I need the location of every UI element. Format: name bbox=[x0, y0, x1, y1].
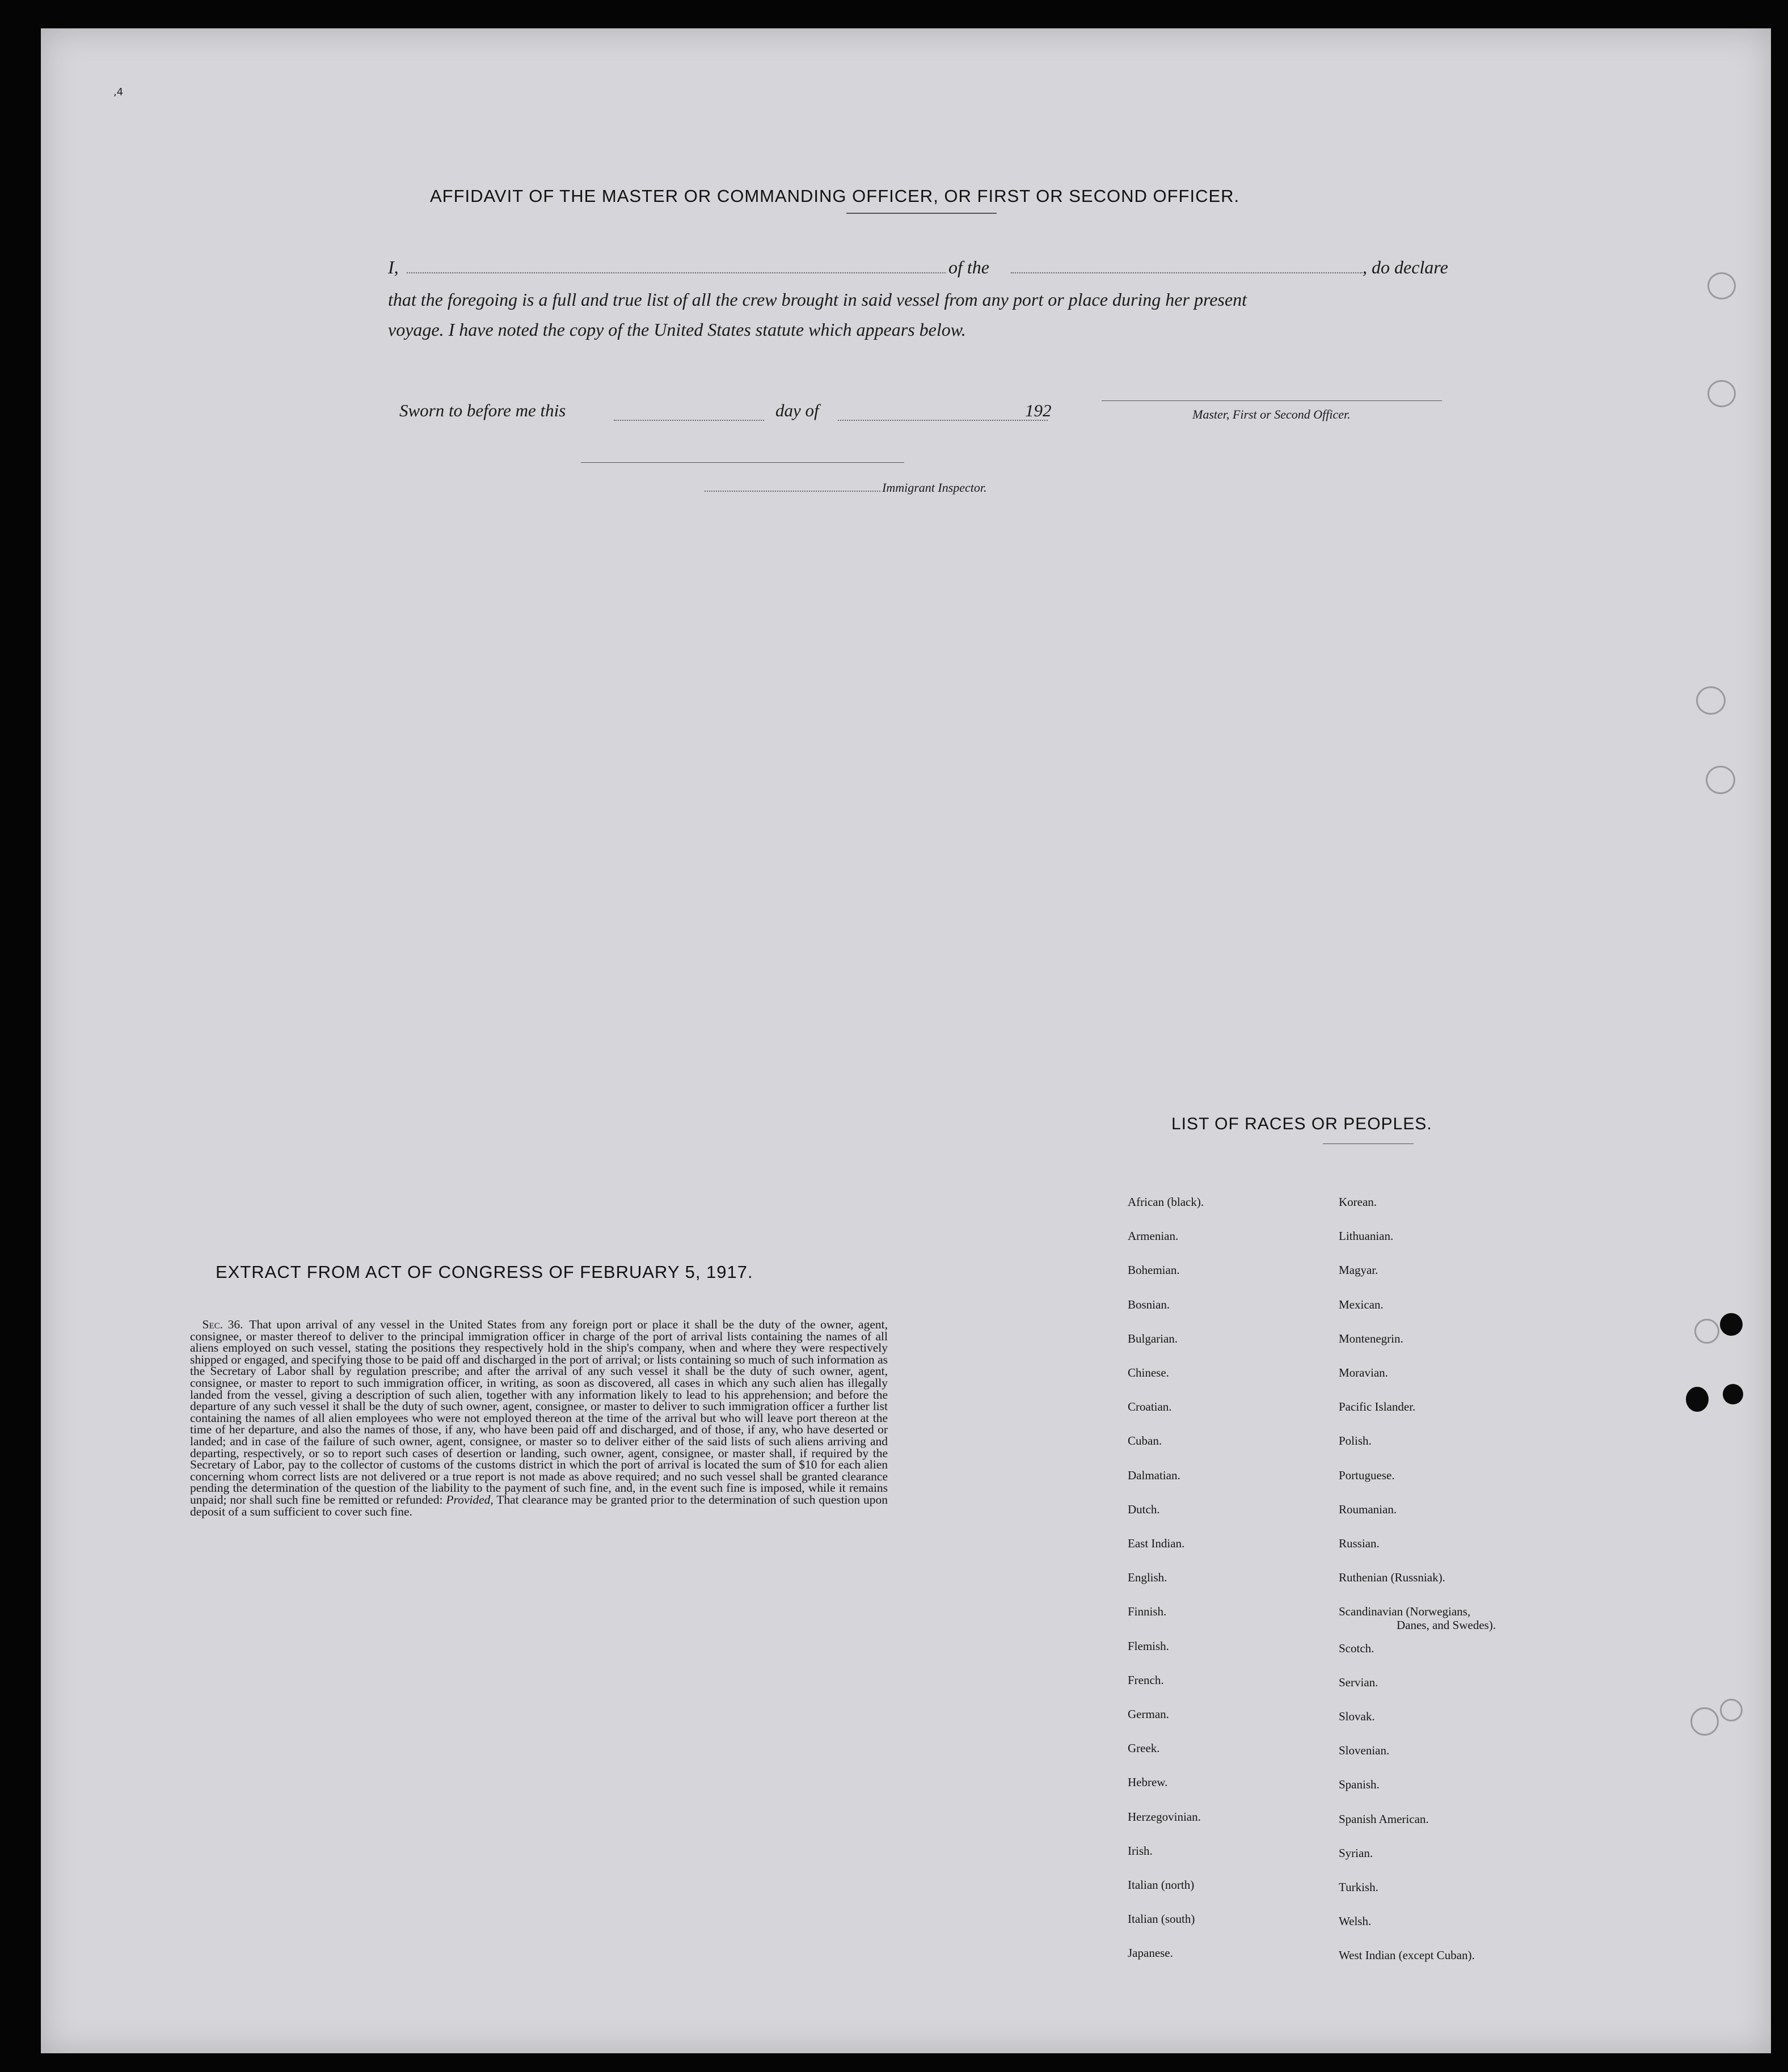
races-title-rule bbox=[1323, 1143, 1414, 1144]
punch-hole bbox=[1694, 1319, 1719, 1344]
race-item: Croatian. bbox=[1128, 1400, 1172, 1414]
affidavit-title-rule bbox=[846, 213, 997, 214]
race-item: Slovenian. bbox=[1339, 1744, 1390, 1758]
race-item: Montenegrin. bbox=[1339, 1331, 1403, 1345]
race-item: Japanese. bbox=[1128, 1946, 1173, 1960]
race-item: Hebrew. bbox=[1128, 1775, 1168, 1790]
race-item: Danes, and Swedes). bbox=[1397, 1618, 1496, 1632]
race-item: East Indian. bbox=[1128, 1537, 1185, 1550]
race-item: Ruthenian (Russniak). bbox=[1339, 1571, 1445, 1585]
affidavit-declare-label: , do declare bbox=[1363, 257, 1448, 277]
affidavit-statement-line: that the foregoing is a full and true list of all the crew brought in said vessel from any port or place during her present bbox=[388, 289, 1247, 310]
punch-hole bbox=[1696, 686, 1726, 715]
race-item: Servian. bbox=[1339, 1675, 1378, 1689]
race-item: Korean. bbox=[1339, 1195, 1377, 1209]
punch-hole bbox=[1686, 1387, 1709, 1412]
race-item: Syrian. bbox=[1339, 1846, 1373, 1860]
race-item: Herzegovinian. bbox=[1128, 1809, 1201, 1824]
declarant-name-field[interactable] bbox=[407, 272, 946, 273]
inspector-label: Immigrant Inspector. bbox=[882, 480, 987, 495]
master-signature-line[interactable] bbox=[1102, 400, 1442, 401]
race-item: Bulgarian. bbox=[1128, 1331, 1178, 1345]
race-item: Cuban. bbox=[1128, 1434, 1162, 1448]
race-item: Spanish American. bbox=[1339, 1812, 1429, 1826]
inspector-signature-line[interactable] bbox=[581, 462, 904, 463]
race-item: Slovak. bbox=[1339, 1710, 1375, 1723]
statute-body: That upon arrival of any vessel in the United States from any foreign port or place it shall be the duty of the owner, agent, consignee, or master thereof to deliver to the principal immigration officer in charge of the port of arrival lists containing the names of all aliens employed on such vessel, stating the positions they respectively hold in the ship's company, when and where they were respectively shipped or engaged, and specifying those to be paid off and discharged in the port of arrival; or lists containing so much of such information as the Secretary of Labor shall by regulation prescribe; and after the arrival of any such vessel it shall be the duty of such owner, agent, consignee, or master to report to such immigration officer, in writing, as soon as discovered, all cases in which any such alien has illegally landed from the vessel, giving a description of such alien, together with any information likely to lead to his apprehension; and before the departure of any such vessel it shall be the duty of such owner, agent, consignee, or master to deliver to such immigration officer a further list containing the names of all alien employees who were not employed thereon at the time of the arrival but who will leave port thereon at the time of her departure, and also the names of those, if any, who have been paid off and discharged, and of those, if any, who have deserted or landed; and in case of the failure of such owner, agent, consignee, or master so to deliver either of the said lists of such aliens arriving and departing, respectively, or so to report such cases of desertion or landing, such owner, agent, consignee, or master shall, if required by the Secretary of Labor, pay to the collector of customs of the customs district in which the port of arrival is located the sum of $10 for each alien concerning whom correct lists are not delivered or a true report is not made as above required; and no such vessel shall be granted clearance pending the determination of the question of the liability to the payment of such fine, and, in the event such fine is imposed, while it remains unpaid; nor shall such fine be remitted or refunded: bbox=[190, 1318, 888, 1506]
statute-section-label: Sec. 36. bbox=[202, 1318, 243, 1331]
race-item: Roumanian. bbox=[1339, 1502, 1397, 1516]
race-item: Flemish. bbox=[1128, 1639, 1169, 1653]
sworn-label: Sworn to before me this bbox=[399, 400, 566, 420]
affidavit-vessel-label: of the bbox=[948, 257, 989, 277]
races-title: LIST OF RACES OR PEOPLES. bbox=[1171, 1115, 1432, 1133]
race-item: West Indian (except Cuban). bbox=[1339, 1948, 1475, 1963]
race-item: Greek. bbox=[1128, 1741, 1160, 1755]
race-item: African (black). bbox=[1128, 1195, 1204, 1209]
race-item: Scandinavian (Norwegians, bbox=[1339, 1605, 1471, 1619]
race-item: Finnish. bbox=[1128, 1605, 1167, 1619]
race-item: Chinese. bbox=[1128, 1366, 1169, 1379]
race-item: Scotch. bbox=[1339, 1641, 1374, 1655]
inspector-name-field[interactable] bbox=[705, 491, 880, 492]
race-item: Portuguese. bbox=[1339, 1468, 1395, 1482]
sworn-month-field[interactable] bbox=[838, 420, 1048, 421]
race-item: Turkish. bbox=[1339, 1880, 1378, 1894]
race-item: Polish. bbox=[1339, 1434, 1372, 1448]
race-item: Mexican. bbox=[1339, 1297, 1384, 1311]
race-item: Irish. bbox=[1128, 1843, 1153, 1858]
sworn-year-label: 192 bbox=[1025, 400, 1052, 420]
race-item: Dutch. bbox=[1128, 1502, 1160, 1516]
vessel-name-field[interactable] bbox=[1011, 272, 1363, 273]
statute-proviso-text: That clearance may be granted prior to the determination of such question upon deposit of a sum sufficient to cover such fine. bbox=[190, 1492, 888, 1518]
race-item: Spanish. bbox=[1339, 1778, 1380, 1792]
sworn-day-field[interactable] bbox=[614, 420, 764, 421]
sworn-day-of-label: day of bbox=[775, 400, 819, 420]
race-item: German. bbox=[1128, 1707, 1169, 1721]
affidavit-declarant-label: I, bbox=[388, 257, 399, 277]
master-signature-label: Master, First or Second Officer. bbox=[1192, 407, 1351, 421]
punch-hole bbox=[1690, 1707, 1719, 1736]
punch-hole bbox=[1707, 272, 1736, 299]
race-item: Italian (south) bbox=[1128, 1912, 1195, 1926]
extract-title: EXTRACT FROM ACT OF CONGRESS OF FEBRUARY 5, 1917. bbox=[216, 1262, 753, 1282]
race-item: Pacific Islander. bbox=[1339, 1400, 1416, 1414]
race-item: French. bbox=[1128, 1673, 1164, 1687]
race-item: Italian (north) bbox=[1128, 1878, 1195, 1892]
punch-hole bbox=[1707, 380, 1736, 407]
race-item: Dalmatian. bbox=[1128, 1468, 1180, 1482]
document-page bbox=[41, 28, 1771, 2053]
statute-text bbox=[190, 1319, 888, 1517]
race-item: Magyar. bbox=[1339, 1263, 1378, 1277]
punch-hole bbox=[1723, 1384, 1743, 1404]
race-item: Bohemian. bbox=[1128, 1263, 1180, 1277]
statute-proviso-label: Provided, bbox=[446, 1492, 494, 1506]
punch-hole bbox=[1720, 1313, 1743, 1336]
race-item: English. bbox=[1128, 1571, 1167, 1585]
affidavit-statute-line: voyage. I have noted the copy of the United States statute which appears below. bbox=[388, 319, 966, 340]
affidavit-title: AFFIDAVIT OF THE MASTER OR COMMANDING OFFICER, OR FIRST OR SECOND OFFICER. bbox=[430, 186, 1240, 206]
race-item: Bosnian. bbox=[1128, 1297, 1170, 1311]
punch-hole bbox=[1706, 766, 1735, 794]
race-item: Russian. bbox=[1339, 1537, 1380, 1550]
race-item: Lithuanian. bbox=[1339, 1229, 1394, 1243]
punch-hole bbox=[1720, 1699, 1743, 1721]
margin-mark: ,4 bbox=[113, 86, 124, 98]
race-item: Moravian. bbox=[1339, 1366, 1388, 1379]
race-item: Welsh. bbox=[1339, 1914, 1372, 1928]
race-item: Armenian. bbox=[1128, 1229, 1179, 1243]
